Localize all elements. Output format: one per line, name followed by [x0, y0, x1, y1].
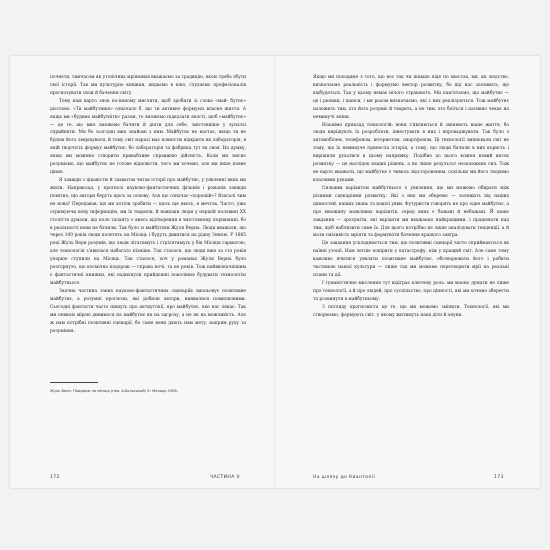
left-page [10, 56, 275, 488]
right-page-number: 173 [494, 475, 504, 480]
left-paragraph-4: Значна частина таких науково-фантастичних сценаріїв змальовує позитивне майбутнє, а розумні прогнози, які робили автори, виявилися помилковими. Сьогодні фантасти часто пишуть про антиутопії, про майбутнє, яке нас лякає. Так ми певною мірою дивимося на майбутнє як на загрозу, а не як на можливість. Але ж нам потрібні позитивні сценарії, бо саме вони дають нам мету, напрям руху та розуміння. [50, 288, 246, 334]
right-paragraph-4: Це завдання ускладнюється тим, що позитивні сценарії часто сприймаються як наївні утопії. Нам легше повірити у катастрофу, ніж у кращий світ. Але саме тому важливо вчитися уявляти позитивне майбутнє, обговорювати його і робити частиною нашої культури — лише так ми можемо перетворити мрії на реальні плани та дії. [313, 241, 509, 279]
left-paragraph-3: Я завжди з цікавістю й захватом читав історії про майбутнє, у уявленні яких ми жили. Наприклад, у прогнозі науково-фантастичних фільмів і романів завжди помітно, що автори беруть щось за основу. Але що означає «хорошій»? Взагалі чим не нова? Передавав, що ми хотіли зробити — щось ще якесь, в мечтах. Часто, уже отримуючи нову інформацію, ми їх тварили, й навпаки люди у першій половині ХХ століття думали, що поле таланту є якесь відтворення в змістовному порівнянні, бо в реальності вони не бачили. Так було із майбутнім Жуля Верна. Люди вважали, що через 100 років люди полетять на Місяць і будуть дивитися на рідну Землю. У 1865 році Жуль Верн розумів, що люди літатимуть і стрілятимуть у бік Місяця гарматою, але технологія з'явилася набагато пізніше. Так сталося, що люди вже за сто років уперше ступили на Місяць. Так сталося, хоч у романах Жуля Верна було розгорнуто, що космічна подорож — справа ночі, та не років. Тож найвизначнішим є фантастичні книжки, які надихнули прийдешні покоління будувати технологію майбутнього. [50, 177, 246, 286]
section-label: ЧАСТИНА ІІ [210, 475, 240, 480]
right-page-body [313, 74, 509, 320]
left-paragraph-1: почнети, тимчасом як утопічних мріяників вважаємо за традицію, якою треба збути свої історії. Так ми культурно книжки, кидаємо в кіно, слухаємо професіоналів прогнозувати сили й бачення-світу. [50, 75, 246, 96]
left-page-number: 172 [50, 475, 60, 480]
book-spread [10, 56, 540, 488]
left-page-body [50, 74, 246, 335]
running-title: На шляху до Квантопії [313, 475, 376, 480]
right-paragraph-1: Якщо ми походимо з того, що все так чи інакше піде по хвостах, ми, як людство, визначаємо реальність і формуємо вектор розвитку, бо від нас залежить, що відбудеться. Так у цьому немає нічого страшного. Ми пам'ятаємо, що майбутнє — це і ризики, і шанси, і ми разом визначаємо, які з них реалізуються. Тож майбутнє належить тим, хто його розуміє й творить, а не тим, хто боїться і пасивно чекає на неминучі зміни. [313, 75, 509, 120]
right-paragraph-5: І гуманістичне мислення тут відіграє ключову роль: ми маємо думати не лише про технології, а й про людей, про суспільство, про цінності, які ми хочемо зберегти та розвинути в майбутньому. [313, 280, 509, 302]
right-paragraph-6: З погляду прогнозиста це те, що ми можемо змінити. Технології, які ми створюємо, формують світ, у якому житимуть наші діти й онуки. [313, 304, 509, 318]
right-paragraph-3: Сильним варіантом майбутнього є уявлення, що ми можемо обирати між різними сценаріями розвитку. Які з них ми оберемо — залежить від наших цінностей, наших знань та нашої уяви. Футуристи говорять не про одне майбутнє, а про множину можливих варіантів, серед яких є бажані й небажані. Й наше завдання — зрозуміти, які варіанти ми вважаємо найкращими, і працювати над тим, щоб наблизити саме їх. Для цього потрібно не лише аналізувати тенденції, а й мати сміливість мріяти та формувати бачення кращого завтра. [313, 185, 509, 239]
left-paragraph-2: Тому нам варто знов по-іншому мислити, щоб зробити зі слова «май- бутнє» дієслово. «Ти майбутниш» означало б, що ти активно формуєш власне життя. А якщо ми «будемо майбутніти» разом, то зможемо підказати якості, щоб «майбутнє» — це те, що вже зможемо бачити й діяти для себе, змістовніше у зусиллі сприйняти. Ми бо сьогодні вже знайомі з ним. Майбутнє не настає, якщо ти не будеш його звершувати, й тому світ наразі має повністю відкрити як лабораторія, в якій творчість формує майбутнє, бо лабораторія та фабрика тут як своя. На думку, якщо ми можемо створити привабливе справжню дійсність. Коли ми звісно розуміємо, що майбутнє не готове відповісти, чого ми хочемо, але ми інше повне цінне. [50, 98, 246, 176]
right-paragraph-2: Візьмімо приклад технологій: вони з'являються й змінюють наше життя, бо люди вирішують їх розробляти, інвестувати в них і впроваджувати. Так було з автомобілем, телефоном, інтернетом, смартфоном. Ці технології змінювали світ не тому, що їх неминуче принесла історія, а тому, що люди бачили в них користь і вирішили рухатися в цьому напрямку. Подібно до цього кожен новий виток розвитку — це наслідок наших рішень, а не лише результат незалежних сил. Тож не варто вважати, що майбутнє є чимось відстороненим, оскільки ми його творимо власними руками. [313, 122, 509, 183]
footnote-rule [50, 382, 98, 383]
footnote: Жуль Верн. Подорож на місяць (пер. А.Бєльський) К: Молодь 1965. [50, 389, 179, 393]
right-page [275, 56, 540, 488]
